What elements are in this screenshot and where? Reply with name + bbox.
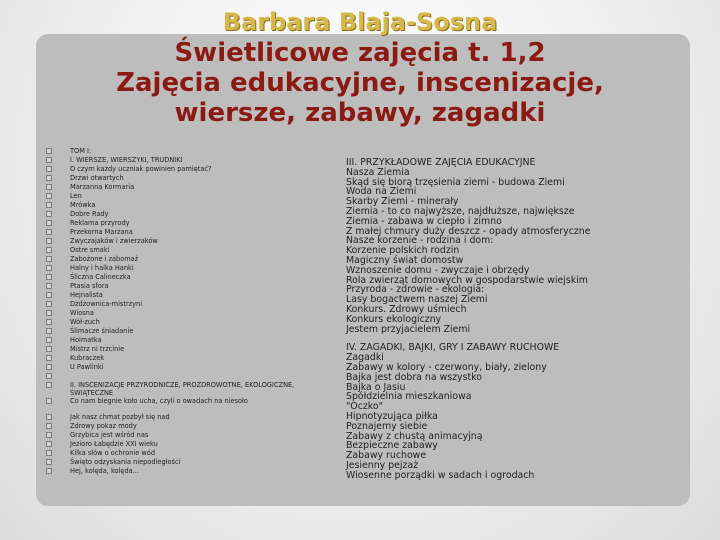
list-item-text: Mistrz ni trzcinie [70,345,125,353]
list-item: Zabawy w kolory - czerwony, biały, zielony [346,361,547,373]
list-item [46,345,336,354]
square-bullet-icon [46,450,52,456]
list-item: Z małej chmury duży deszcz - opady atmosferyczne [346,225,591,237]
square-bullet-icon [46,256,52,262]
square-bullet-icon [46,310,52,316]
list-item-text: U Pawlinki [70,363,104,371]
list-item-text: Halny i halka Hanki [70,264,134,272]
list-item-text: Święto odzyskania niepodległości [70,458,181,466]
list-item-text: Zwyczajaków i zwierzaków [70,237,158,245]
list-item [46,449,336,458]
list-item: Bajka jest dobra na wszystko [346,371,482,383]
square-bullet-icon [46,238,52,244]
list-item [46,354,336,363]
list-item-text: Mrówka [70,201,96,209]
list-item-text: Drzwi otwartych [70,174,124,182]
square-bullet-icon [46,202,52,208]
square-bullet-icon [46,432,52,438]
title-line-1: Świetlicowe zajęcia t. 1,2 [174,38,546,68]
list-item: Spółdzielnia mieszkaniowa [346,391,472,403]
list-item [46,309,336,318]
list-item [46,210,336,219]
list-item [46,246,336,255]
list-item [46,147,336,156]
list-item-text: Śliczna Calineczka [70,273,131,281]
list-item: Wznoszenie domu - zwyczaje i obrzędy [346,264,530,276]
list-item [46,458,336,467]
list-item: Nasze korzenie - rodzina i dom: [346,235,494,247]
square-bullet-icon [46,292,52,298]
list-item-text: Zabożone i zabomaż [70,255,139,263]
list-item-text: Marzanna Kormaria [70,183,135,191]
list-item: Skarby Ziemi - minerały [346,196,459,208]
list-item [46,467,336,476]
list-item: Skąd się biorą trzęsienia ziemi - budowa Ziemi [346,176,565,188]
square-bullet-icon [46,355,52,361]
list-item-text: Kubraczek [70,354,105,362]
list-item-text: Hejnalista [70,291,103,299]
section-heading: IV. ZAGADKI, BAJKI, GRY I ZABAWY RUCHOWE [346,342,560,354]
square-bullet-icon [46,346,52,352]
list-item-text: Jak nasz chmat pozbył się nad [70,413,170,421]
list-item: Ziemia - to co najwyższe, najdłuższe, największe [346,205,575,217]
list-item-text: Dobre Rady [70,210,109,218]
list-item [46,363,336,372]
list-item: Konkurs. Zdrowy uśmiech [346,303,467,315]
square-bullet-icon [46,414,52,420]
list-item-text: Wół-zuch [70,318,100,326]
square-bullet-icon [46,211,52,217]
list-item-text: Co nam biegnie koło ucha, czyli o owadach na niesoło [70,397,248,405]
list-item [46,255,336,264]
list-item [46,372,336,381]
title-line-3: wiersze, zabawy, zagadki [174,98,546,128]
list-item: Zabawy z chustą animacyjną [346,430,483,442]
square-bullet-icon [46,157,52,163]
square-bullet-icon [46,148,52,154]
list-item-text: Ślimacze śniadanie [70,327,134,335]
list-item [46,381,336,397]
list-item: Nasza Ziemia [346,166,410,178]
list-item [46,291,336,300]
list-item: Bajka o Jasiu [346,381,406,393]
square-bullet-icon [46,382,52,388]
list-item [46,336,336,345]
list-item-text: Ostre smaki [70,246,110,254]
square-bullet-icon [46,193,52,199]
list-item [46,327,336,336]
square-bullet-icon [46,337,52,343]
list-item: Rola zwierząt domowych w gospodarstwie wiejskim [346,274,588,286]
right-column-list [346,158,686,481]
list-item: Magiczny świat domostw [346,254,464,266]
title-author: Barbara Blaja-Sosna [222,8,498,36]
list-item: Jesienny pejzaż [346,459,419,471]
list-item-text: Kilka słów o ochronie wód [70,449,156,457]
list-item-text: II. INSCENIZACJE PRZYRODNICZE, PROZDROWOTNE, EKOLOGICZNE, ŚWIĄTECZNE [70,381,295,397]
list-item-text: Hoimatka [70,336,102,344]
slide-title [40,10,680,130]
square-bullet-icon [46,166,52,172]
list-item [46,264,336,273]
list-item [46,237,336,246]
list-item [46,174,336,183]
list-item: Woda na Ziemi [346,186,417,198]
list-item: Poznajemy siebie [346,420,428,432]
list-item-text: Hej, kolęda, kolęda... [70,467,139,475]
list-item [46,300,336,309]
list-item [46,413,336,422]
square-bullet-icon [46,328,52,334]
list-item: Zabawy ruchowe [346,450,427,462]
list-item: Zagadki [346,352,384,364]
list-item [46,318,336,327]
list-item [46,165,336,174]
square-bullet-icon [46,319,52,325]
list-item: Konkurs ekologiczny [346,313,442,325]
list-item-text: O czym każdy uczniak powinien pamiętać? [70,165,212,173]
list-item-text: Dżdżownica-mistrzyni [70,300,143,308]
square-bullet-icon [46,423,52,429]
list-item: Wiosenne porządki w sadach i ogrodach [346,469,535,481]
list-item: Jestem przyjacielem Ziemi [346,323,471,335]
square-bullet-icon [46,175,52,181]
list-item-text: Grzybica jest wśród nas [70,431,149,439]
list-item [46,192,336,201]
square-bullet-icon [46,265,52,271]
list-item [46,431,336,440]
list-item [46,397,336,413]
list-item-text: Wiosna [70,309,94,317]
square-bullet-icon [46,301,52,307]
list-item [46,273,336,282]
list-item: Ziemia - zabawa w ciepło i zimno [346,215,502,227]
list-item-text: TOM I: [70,147,92,155]
square-bullet-icon [46,247,52,253]
list-item: Bezpieczne zabawy [346,440,438,452]
list-item [46,201,336,210]
section-heading: III. PRZYKŁADOWE ZAJĘCIA EDUKACYJNE [346,157,536,168]
list-item [46,219,336,228]
square-bullet-icon [46,220,52,226]
list-item-text: Len [70,192,82,200]
square-bullet-icon [46,468,52,474]
list-item-text: I. WIERSZE, WIERSZYKI, TRUDNIKI [70,156,183,164]
list-item [46,228,336,237]
left-column-list [46,147,336,476]
square-bullet-icon [46,441,52,447]
square-bullet-icon [46,229,52,235]
title-line-2: Zajęcia edukacyjne, inscenizacje, [116,68,604,98]
list-item: Lasy bogactwem naszej Ziemi [346,294,488,306]
list-item [46,422,336,431]
list-item [46,183,336,192]
square-bullet-icon [46,184,52,190]
list-item [46,282,336,291]
list-item-text: Przekorna Marzana [70,228,133,236]
list-item [46,440,336,449]
square-bullet-icon [46,274,52,280]
square-bullet-icon [46,373,52,379]
list-item: Przyroda - zdrowie - ekologia: [346,284,485,296]
list-item: Hipnotyzująca piłka [346,410,438,422]
square-bullet-icon [46,398,52,404]
list-item: "Oczko" [346,401,383,413]
list-item-text: Ptasia sfora [70,282,109,290]
list-item [46,156,336,165]
list-item-text: Zdrowy pokaz mody [70,422,137,430]
square-bullet-icon [46,459,52,465]
square-bullet-icon [46,283,52,289]
list-item-text: Reklama przyrody [70,219,130,227]
list-item: Korzenie polskich rodzin [346,245,460,257]
list-item-text: Jezioro Łabędzie XXI wieku [70,440,158,448]
square-bullet-icon [46,364,52,370]
